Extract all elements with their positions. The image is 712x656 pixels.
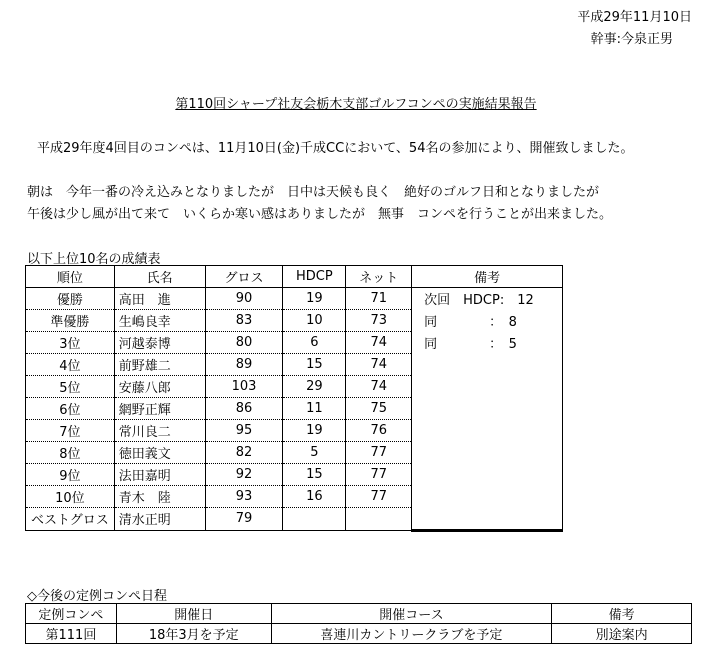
- name-cell: 網野正輝: [114, 398, 205, 420]
- header-date: 開催日: [116, 604, 271, 624]
- gross-cell: 93: [205, 486, 283, 508]
- table-row: [26, 420, 563, 442]
- hdcp-cell: 19: [283, 288, 346, 310]
- net-cell: 77: [346, 464, 412, 486]
- header-name: 氏名: [114, 266, 205, 288]
- note-cell: [412, 442, 563, 464]
- net-cell: 73: [346, 310, 412, 332]
- header-course: 開催コース: [271, 604, 552, 624]
- hdcp-cell: 16: [283, 486, 346, 508]
- net-cell: 74: [346, 354, 412, 376]
- net-cell: 74: [346, 376, 412, 398]
- net-cell: 71: [346, 288, 412, 310]
- results-header-row: [26, 266, 563, 288]
- hdcp-cell: 29: [283, 376, 346, 398]
- note-cell: [412, 486, 563, 508]
- name-cell: 安藤八郎: [114, 376, 205, 398]
- rank-cell: 9位: [26, 464, 115, 486]
- header-note: 備考: [552, 604, 692, 624]
- body-line-2: 午後は少し風が出て来て いくらか寒い感はありましたが 無事 コンペを行うことが出来ました。: [27, 207, 613, 222]
- table-row: [26, 376, 563, 398]
- rank-cell: 6位: [26, 398, 115, 420]
- hdcp-cell: 15: [283, 354, 346, 376]
- name-cell: 青木 陸: [114, 486, 205, 508]
- report-title: 第110回シャープ社友会栃木支部ゴルフコンペの実施結果報告: [175, 97, 537, 112]
- name-cell: 前野雄二: [114, 354, 205, 376]
- date-cell: 18年3月を予定: [116, 624, 271, 644]
- course-cell: 喜連川カントリークラブを予定: [271, 624, 552, 644]
- table-row: [26, 486, 563, 508]
- table-row: [26, 464, 563, 486]
- hdcp-cell: [283, 508, 346, 531]
- event-cell: 第111回: [26, 624, 117, 644]
- net-cell: 77: [346, 442, 412, 464]
- note-cell: [412, 376, 563, 398]
- net-cell: 75: [346, 398, 412, 420]
- hdcp-cell: 15: [283, 464, 346, 486]
- hdcp-cell: 11: [283, 398, 346, 420]
- gross-cell: 83: [205, 310, 283, 332]
- rank-cell: 5位: [26, 376, 115, 398]
- table-row: [26, 332, 563, 354]
- gross-cell: 82: [205, 442, 283, 464]
- report-date: 平成29年11月10日: [577, 10, 692, 25]
- name-cell: 法田嘉明: [114, 464, 205, 486]
- note-cell: [412, 420, 563, 442]
- header-gross: グロス: [205, 266, 283, 288]
- rank-cell: 優勝: [26, 288, 115, 310]
- hdcp-cell: 5: [283, 442, 346, 464]
- body-line-1: 朝は 今年一番の冷え込みとなりましたが 日中は天候も良く 絶好のゴルフ日和となりましたが: [27, 185, 600, 200]
- net-cell: 77: [346, 486, 412, 508]
- table-row: [26, 310, 563, 332]
- gross-cell: 90: [205, 288, 283, 310]
- name-cell: 河越泰博: [114, 332, 205, 354]
- net-cell: [346, 508, 412, 531]
- hdcp-cell: 10: [283, 310, 346, 332]
- header-net: ネット: [346, 266, 412, 288]
- rank-cell: 4位: [26, 354, 115, 376]
- table-row: [26, 442, 563, 464]
- note-cell: [412, 508, 563, 531]
- rank-cell: 7位: [26, 420, 115, 442]
- name-cell: 常川良二: [114, 420, 205, 442]
- rank-cell: ベストグロス: [26, 508, 115, 531]
- table-row: [26, 398, 563, 420]
- net-cell: 74: [346, 332, 412, 354]
- header-rank: 順位: [26, 266, 115, 288]
- header-hdcp: HDCP: [283, 266, 346, 288]
- header-note: 備考: [412, 266, 563, 288]
- results-table: [25, 265, 563, 532]
- gross-cell: 80: [205, 332, 283, 354]
- intro-paragraph: 平成29年度4回目のコンペは、11月10日(金)千成CCにおいて、54名の参加により、開催致しました。: [37, 141, 634, 156]
- hdcp-cell: 6: [283, 332, 346, 354]
- table-row: [26, 508, 563, 531]
- gross-cell: 103: [205, 376, 283, 398]
- rank-cell: 3位: [26, 332, 115, 354]
- rank-cell: 準優勝: [26, 310, 115, 332]
- note-cell: [412, 464, 563, 486]
- report-author: 幹事:今泉正男: [590, 32, 673, 47]
- schedule-table: [25, 603, 692, 644]
- gross-cell: 89: [205, 354, 283, 376]
- schedule-header-row: [26, 604, 692, 624]
- name-cell: 徳田義文: [114, 442, 205, 464]
- table-row: [26, 288, 563, 310]
- note-cell: [412, 398, 563, 420]
- gross-cell: 95: [205, 420, 283, 442]
- name-cell: 清水正明: [114, 508, 205, 531]
- gross-cell: 79: [205, 508, 283, 531]
- name-cell: 高田 進: [114, 288, 205, 310]
- hdcp-cell: 19: [283, 420, 346, 442]
- rank-cell: 8位: [26, 442, 115, 464]
- header-event: 定例コンペ: [26, 604, 117, 624]
- gross-cell: 86: [205, 398, 283, 420]
- results-caption: 以下上位10名の成績表: [27, 252, 161, 267]
- name-cell: 生嶋良幸: [114, 310, 205, 332]
- note-cell: 次回 HDCP: 12: [412, 288, 563, 310]
- note-cell: 同 ： 8: [412, 310, 563, 332]
- table-row: [26, 354, 563, 376]
- gross-cell: 92: [205, 464, 283, 486]
- note-cell: 別途案内: [552, 624, 692, 644]
- note-cell: 同 ： 5: [412, 332, 563, 354]
- net-cell: 76: [346, 420, 412, 442]
- note-cell: [412, 354, 563, 376]
- rank-cell: 10位: [26, 486, 115, 508]
- schedule-caption: ◇今後の定例コンペ日程: [27, 589, 167, 604]
- table-row: [26, 624, 692, 644]
